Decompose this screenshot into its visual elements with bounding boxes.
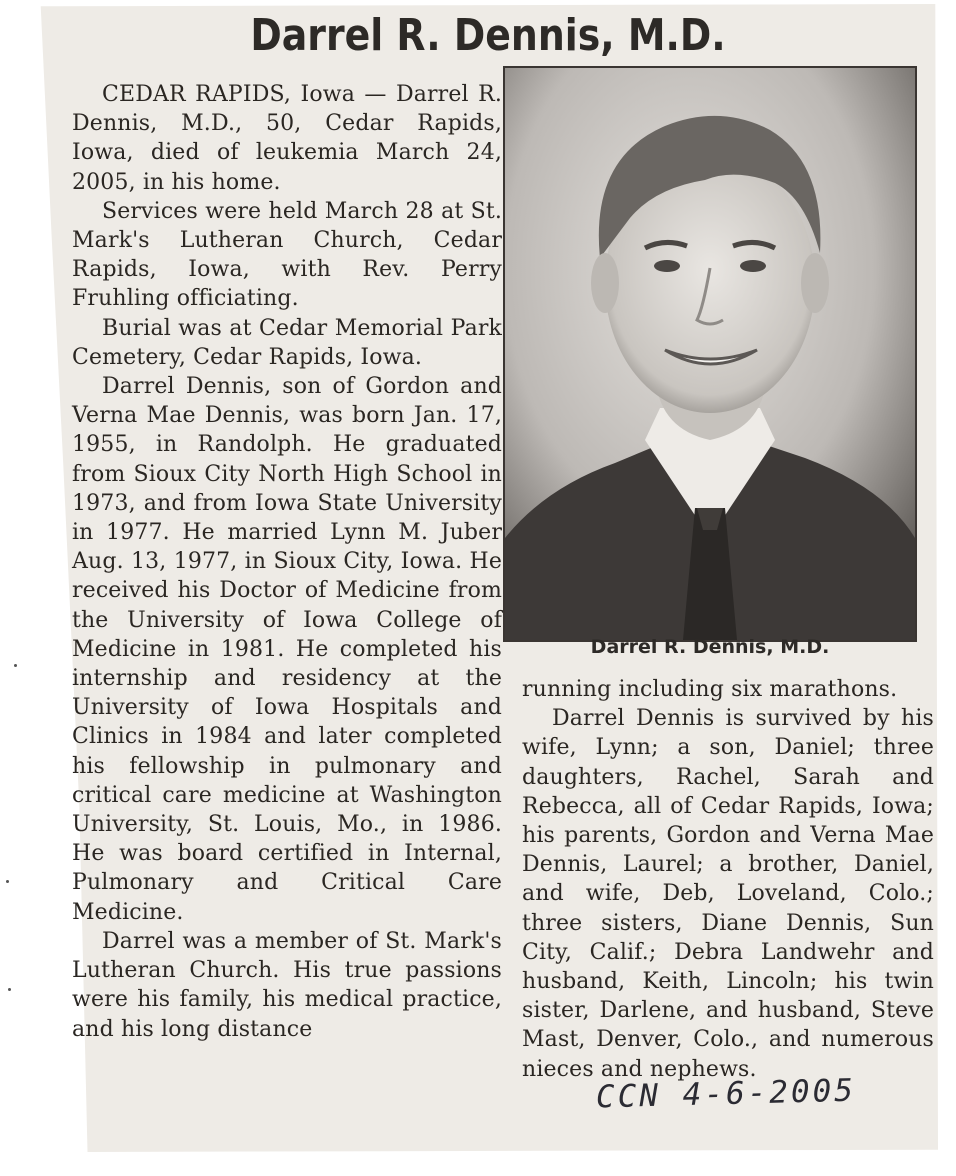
paragraph-biography: Darrel Dennis, son of Gordon and Verna Mae Dennis, was born Jan. 17, 1955, in Randolph. He graduated from Sioux City North High School in 1973, and from Iowa State University in 1977. He married Lynn M. Juber Aug. 13, 1977, in Sioux City, Iowa. He received his Doctor of Medicine from the University of Iowa College of Medicine in 1981. He completed his internship and residency at the University of Iowa Hospitals and Clinics in 1984 and later completed his fellowship in pulmonary and critical care medicine at Washington University, St. Louis, Mo., in 1986. He was board certified in Internal, Pulmonary and Critical Care Medicine. (72, 374, 502, 925)
paragraph-burial: Burial was at Cedar Memorial Park Cemetery, Cedar Rapids, Iowa. (72, 315, 502, 370)
paragraph-dateline: CEDAR RAPIDS, Iowa — Darrel R. Dennis, M.D., 50, Cedar Rapids, Iowa, died of leukemia March 24, 2005, in his home. (72, 82, 502, 195)
paragraph-services: Services were held March 28 at St. Mark's Lutheran Church, Cedar Rapids, Iowa, with Rev. Perry Fruhling officiating. (72, 198, 502, 312)
article-column-right (522, 675, 934, 1084)
dust-speck (14, 664, 17, 667)
portrait-illustration (505, 68, 915, 640)
article-column-left (72, 80, 502, 1044)
dust-speck (6, 880, 9, 883)
dust-speck (8, 988, 11, 991)
paragraph-membership: Darrel was a member of St. Mark's Lutheran Church. His true passions were his family, his medical practice, and his long distance (72, 928, 502, 1042)
paragraph-survivors: Darrel Dennis is survived by his wife, Lynn; a son, Daniel; three daughters, Rachel, Sarah and Rebecca, all of Cedar Rapids, Iowa; his parents, Gordon and Verna Mae Dennis, Laurel; a brother, Daniel, and wife, Deb, Loveland, Colo.; three sisters, Diane Dennis, Sun City, Calif.; Debra Landwehr and husband, Keith, Lincoln; his twin sister, Darlene, and husband, Steve Mast, Denver, Colo., and numerous nieces and nephews. (522, 706, 934, 1082)
headline: Darrel R. Dennis, M.D. (250, 10, 726, 61)
paragraph-continuation: running including six marathons. (522, 677, 898, 702)
portrait-photo (503, 66, 917, 642)
photo-caption: Darrel R. Dennis, M.D. (590, 636, 830, 658)
handwritten-date-note: CCN 4-6-2005 (595, 1072, 857, 1116)
